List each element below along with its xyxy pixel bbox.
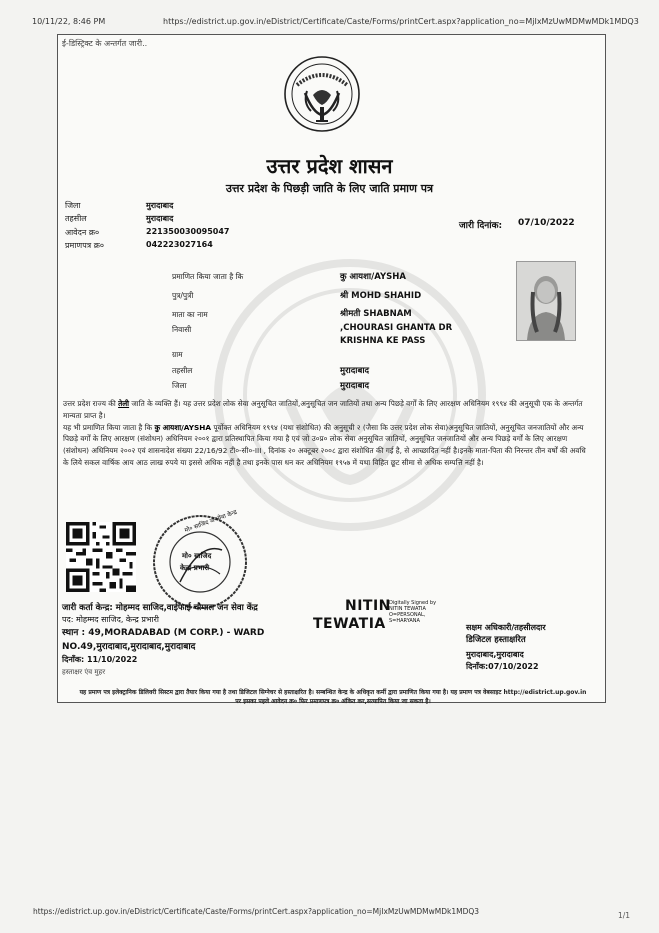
centre-stamp: [150, 508, 250, 612]
footer-url[interactable]: https://edistrict.up.gov.in/eDistrict/Certificate/Caste/Forms/printCert.aspx?application_no=MjIxMzUwMDMwMDk1MDQ3: [33, 907, 480, 916]
signer-name-2: TEWATIA: [313, 616, 386, 632]
address: ,CHOURASI GHANTA DR KRISHNA KE PASS: [340, 323, 453, 346]
certificate-label: प्रमाणपत्र क्र०: [65, 241, 104, 250]
page-title: उत्तर प्रदेश शासन: [266, 154, 393, 178]
up-emblem-icon: [283, 55, 361, 133]
signature-detail: Digitally Signed by NITIN TEWATIA O=PERSONAL, S=HARYANA: [389, 600, 437, 624]
certificate-number: 042223027164: [146, 240, 213, 249]
resident-label: निवासी: [172, 325, 192, 334]
tehsil-value: मुरादाबाद: [146, 214, 174, 223]
print-url[interactable]: https://edistrict.up.gov.in/eDistrict/Certificate/Caste/Forms/printCert.aspx?application_no=MjIxMzUwMDMwMDk1MDQ3: [163, 17, 639, 26]
pre-heading: ई-डिस्ट्रिक्ट के अन्तर्गत जारी..: [62, 39, 148, 48]
parent-label: पुत्र/पुत्री: [172, 291, 194, 300]
field-tehsil: मुरादाबाद: [340, 366, 370, 376]
field-district: मुरादाबाद: [340, 381, 370, 391]
signer-name-1: NITIN: [345, 598, 391, 614]
print-datetime: 10/11/22, 8:46 PM: [32, 17, 106, 26]
tehsil-label: तहसील: [65, 214, 87, 223]
application-number: 221350030095047: [146, 227, 230, 236]
district-value: मुरादाबाद: [146, 201, 174, 210]
issuer-date: दिनाँक: 11/10/2022: [62, 655, 138, 664]
certified-label: प्रमाणित किया जाता है कि: [172, 272, 244, 281]
field-district-label: जिला: [172, 381, 187, 390]
authority-place: मुरादाबाद,मुरादाबाद: [466, 650, 524, 659]
father-name: श्री MOHD SHAHID: [340, 291, 422, 301]
application-label: आवेदन क्र०: [65, 228, 100, 237]
issuer-place-1: स्थान : 49,MORADABAD (M CORP.) - WARD: [62, 628, 265, 638]
para-applicant-name: कु आयशा/AYSHA: [154, 422, 212, 432]
district-label: जिला: [65, 201, 81, 210]
issue-date: 07/10/2022: [518, 218, 575, 228]
para-line1-start: उत्तर प्रदेश राज्य की: [63, 399, 119, 408]
certificate-subtitle: उत्तर प्रदेश के पिछड़ी जाति के लिए जाति प्रमाण पत्र: [225, 182, 434, 195]
issue-date-label: जारी दिनांक:: [459, 221, 503, 231]
authority-block: [466, 622, 601, 673]
stamp-center-text: मो० साजिद: [182, 552, 212, 560]
field-tehsil-label: तहसील: [172, 366, 193, 375]
caste-name: तेली: [118, 399, 130, 408]
stamp-ring-text: मो० साजिद जनसेवा केन्द्र: [183, 508, 238, 535]
certificate-paragraph: [63, 398, 593, 469]
mother-name: श्रीमती SHABNAM: [340, 309, 412, 319]
issuer-sign-seal: हस्ताक्षर एंव मुहर: [62, 668, 106, 676]
issuer-centre: जारी कर्ता केन्द्र: मोहम्मद साजिद,वाईफाई चौपाल जन सेवा केंद्र: [62, 603, 258, 613]
issuer-block: [62, 602, 362, 678]
mother-label: माता का नाम: [172, 310, 208, 319]
applicant-photo: [516, 261, 576, 341]
page-number: 1/1: [618, 911, 631, 920]
village-label: ग्राम: [172, 350, 183, 359]
authority-date: दिनाँक:07/10/2022: [466, 662, 539, 671]
qr-code: [66, 522, 136, 592]
para-line2-end: पूर्वोक्त अधिनियम १९९४ (यथा संशोधित) की अनुसूची २ (जैसा कि उत्तर प्रदेश लोक सेवा)अनुसूचित जातियों, अनुसूचित जनजातियों और अन्य पिछड़े वर्गों के लिए आरक्षण (संशोधन) अधिनियम २००१ द्वारा प्रतिस्थापित किया गया है एवं जो उ०प्र० लोक सेवा अनुसूचित जातियों, अनुसूचित जनजातियों और अन्य पिछड़े वर्गों के लिए आरक्षण (संशोधन) अधिनियम २००२ एवं शासनादेश संख्या 22/16/92 टी०-सी०-III , दिनांक २० अक्टूबर २००८ द्वारा संशोधित की गई है, से आच्छादित नहीं है।इनके माता-पिता की निरन्तर तीन वर्षों की अवधि के लिये सकल वार्षिक आय आठ लाख रुपये या इससे अधिक नहीं है तथा इनके पास धन कर अधिनियम १९५७ में यथा विहित छूट सीमा से अधिक सम्पत्ति नहीं है।: [63, 422, 586, 467]
para-line2-start: यह भी प्रमाणित किया जाता है कि: [63, 422, 155, 432]
authority-title: सक्षम अधिकारी/तहसीलदार: [466, 623, 546, 632]
authority-signed: डिजिटल हस्ताक्षरित: [466, 635, 526, 645]
issuer-post: पद: मोहम्मद साजिद, केन्द्र प्रभारी: [62, 615, 159, 624]
footnote: यह प्रमाण पत्र इलेक्ट्रानिक डिलिवरी सिस्टम द्वारा तैयार किया गया है तथा डिजिटल सिग्नेचर से हस्ताक्षरित है। सम्बन्धित केन्द्र के अधिकृत कर्मी द्वारा प्रमाणित किया गया है। यह प्रमाण पत्र वेबसाइट http://edistrict.up.gov.in पर इसका पहले आवेदन क्र० फिर प्रमाणपत्र क्र० अंकित कर,सत्यापित किया जा सकता है।: [79, 689, 587, 705]
issuer-place-2: NO.49,मुरादाबाद,मुरादाबाद,मुरादाबाद: [62, 642, 196, 652]
applicant-name: कु आयशा/AYSHA: [340, 272, 406, 282]
stamp-role-text: केन्द्र प्रभारी: [180, 564, 210, 572]
para-line1-end: जाति के व्यक्ति हैं। यह उत्तर प्रदेश लोक सेवा अनुसूचित जातियों,अनुसूचित जन जातियों तथा अन्य पिछड़े वर्गों के लिए आरक्षण अधिनियम १९९४ की अनुसूची एक के अन्तर्गत मान्यता प्राप्त है।: [63, 399, 583, 420]
